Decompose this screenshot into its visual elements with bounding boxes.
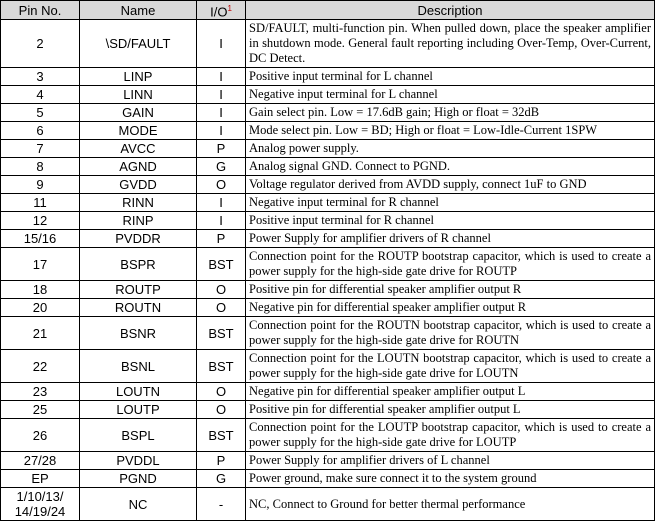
table-row (1, 401, 655, 419)
pin-number-cell: 5 (1, 104, 80, 122)
table-row (1, 86, 655, 104)
pin-io-cell: I (197, 194, 246, 212)
pin-io-cell: P (197, 452, 246, 470)
pin-name-cell: RINN (80, 194, 197, 212)
table-row (1, 452, 655, 470)
pin-number-cell: 15/16 (1, 230, 80, 248)
footnote-marker: 1 (227, 4, 232, 13)
pin-name-cell: PVDDR (80, 230, 197, 248)
pin-name-cell: GVDD (80, 176, 197, 194)
pin-description-cell: Negative input terminal for R channel (246, 194, 655, 212)
header-io: $I/O^1$ (197, 1, 246, 20)
table-row (1, 317, 655, 350)
pin-description-cell: Connection point for the LOUTN bootstrap capacitor, which is used to create a power supply for the high-side gate drive for LOUTN (246, 350, 655, 383)
pin-description-cell: Positive pin for differential speaker amplifier output R (246, 281, 655, 299)
pin-description-cell: Negative pin for differential speaker amplifier output L (246, 383, 655, 401)
pin-number-cell: 9 (1, 176, 80, 194)
table-row (1, 20, 655, 68)
pin-description-cell: SD/FAULT, multi-function pin. When pulled down, place the speaker amplifier in shutdown mode. General fault reporting including Over-Temp, Over-Current, DC Detect. (246, 20, 655, 68)
pin-name-cell: LINP (80, 68, 197, 86)
header-row (1, 1, 655, 20)
pin-number-cell: 11 (1, 194, 80, 212)
pin-io-cell: G (197, 158, 246, 176)
pin-name-cell: ROUTN (80, 299, 197, 317)
pin-name-cell: BSNL (80, 350, 197, 383)
table-row (1, 194, 655, 212)
pin-name-cell: LOUTP (80, 401, 197, 419)
table-row (1, 158, 655, 176)
pin-description-cell: Positive input terminal for R channel (246, 212, 655, 230)
pin-io-cell: I (197, 68, 246, 86)
pin-description-cell: Connection point for the LOUTP bootstrap capacitor, which is used to create a power supply for the high-side gate drive for LOUTP (246, 419, 655, 452)
table-row (1, 281, 655, 299)
pin-name-cell: NC (80, 488, 197, 521)
table-row (1, 140, 655, 158)
pin-name-cell: MODE (80, 122, 197, 140)
pin-description-cell: Positive pin for differential speaker amplifier output L (246, 401, 655, 419)
pin-io-cell: - (197, 488, 246, 521)
pin-number-cell: 27/28 (1, 452, 80, 470)
table-row (1, 383, 655, 401)
pin-description-cell: Voltage regulator derived from AVDD supply, connect 1uF to GND (246, 176, 655, 194)
table-row (1, 488, 655, 521)
pin-io-cell: BST (197, 350, 246, 383)
pin-name-cell: \SD/FAULT (80, 20, 197, 68)
pin-number-cell: 4 (1, 86, 80, 104)
pin-description-cell: Connection point for the ROUTN bootstrap capacitor, which is used to create a power supply for the high-side gate drive for ROUTN (246, 317, 655, 350)
table-row (1, 248, 655, 281)
pin-name-cell: LINN (80, 86, 197, 104)
header-description: Description (246, 1, 655, 20)
pin-io-cell: I (197, 86, 246, 104)
table-row (1, 104, 655, 122)
pin-description-cell: Analog signal GND. Connect to PGND. (246, 158, 655, 176)
table-row (1, 419, 655, 452)
pin-io-cell: O (197, 401, 246, 419)
pin-description-cell: Power ground, make sure connect it to the system ground (246, 470, 655, 488)
pin-name-cell: ROUTP (80, 281, 197, 299)
pin-number-cell: 6 (1, 122, 80, 140)
header-pin-no: Pin No. (1, 1, 80, 20)
pin-description-cell: Negative input terminal for L channel (246, 86, 655, 104)
pin-description-cell: NC, Connect to Ground for better thermal performance (246, 488, 655, 521)
pin-number-cell: 23 (1, 383, 80, 401)
pin-description-cell: Analog power supply. (246, 140, 655, 158)
pin-number-cell: 18 (1, 281, 80, 299)
pin-description-cell: Power Supply for amplifier drivers of R channel (246, 230, 655, 248)
table-row (1, 230, 655, 248)
pin-io-cell: O (197, 299, 246, 317)
pin-io-cell: I (197, 104, 246, 122)
pin-io-cell: G (197, 470, 246, 488)
pin-io-cell: O (197, 176, 246, 194)
pin-name-cell: GAIN (80, 104, 197, 122)
pin-number-cell: EP (1, 470, 80, 488)
pin-number-cell: 3 (1, 68, 80, 86)
pin-description-cell: Gain select pin. Low = 17.6dB gain; High or float = 32dB (246, 104, 655, 122)
pin-name-cell: BSPL (80, 419, 197, 452)
pin-number-cell: 7 (1, 140, 80, 158)
pin-number-cell: 2 (1, 20, 80, 68)
pin-name-cell: LOUTN (80, 383, 197, 401)
header-name: Name (80, 1, 197, 20)
pin-io-cell: O (197, 383, 246, 401)
pin-name-cell: RINP (80, 212, 197, 230)
pin-name-cell: AVCC (80, 140, 197, 158)
pin-io-cell: BST (197, 419, 246, 452)
pin-name-cell: PVDDL (80, 452, 197, 470)
pin-io-cell: P (197, 230, 246, 248)
pin-io-cell: O (197, 281, 246, 299)
pin-description-cell: Negative pin for differential speaker amplifier output R (246, 299, 655, 317)
pin-description-cell: Connection point for the ROUTP bootstrap capacitor, which is used to create a power supply for the high-side gate drive for ROUTP (246, 248, 655, 281)
pin-number-cell: 17 (1, 248, 80, 281)
pin-name-cell: BSPR (80, 248, 197, 281)
table-row (1, 68, 655, 86)
pin-number-cell: 26 (1, 419, 80, 452)
table-row (1, 122, 655, 140)
table-row (1, 176, 655, 194)
table-row (1, 470, 655, 488)
pin-io-cell: I (197, 122, 246, 140)
pin-name-cell: BSNR (80, 317, 197, 350)
pin-rows (1, 20, 655, 521)
pin-io-cell: BST (197, 317, 246, 350)
pin-description-cell: Mode select pin. Low = BD; High or float = Low-Idle-Current 1SPW (246, 122, 655, 140)
pin-number-cell: 20 (1, 299, 80, 317)
table-row (1, 299, 655, 317)
pin-description-cell: Power Supply for amplifier drivers of L channel (246, 452, 655, 470)
pin-io-cell: P (197, 140, 246, 158)
pin-io-cell: I (197, 20, 246, 68)
table-row (1, 212, 655, 230)
pin-number-cell: 25 (1, 401, 80, 419)
pin-number-cell: 8 (1, 158, 80, 176)
pin-number-cell: 1/10/13/ 14/19/24 (1, 488, 80, 521)
pin-description-cell: Positive input terminal for L channel (246, 68, 655, 86)
pin-name-cell: AGND (80, 158, 197, 176)
pin-number-cell: 21 (1, 317, 80, 350)
pin-io-cell: BST (197, 248, 246, 281)
table-row (1, 350, 655, 383)
pin-number-cell: 12 (1, 212, 80, 230)
pin-name-cell: PGND (80, 470, 197, 488)
pin-io-cell: I (197, 212, 246, 230)
pin-number-cell: 22 (1, 350, 80, 383)
